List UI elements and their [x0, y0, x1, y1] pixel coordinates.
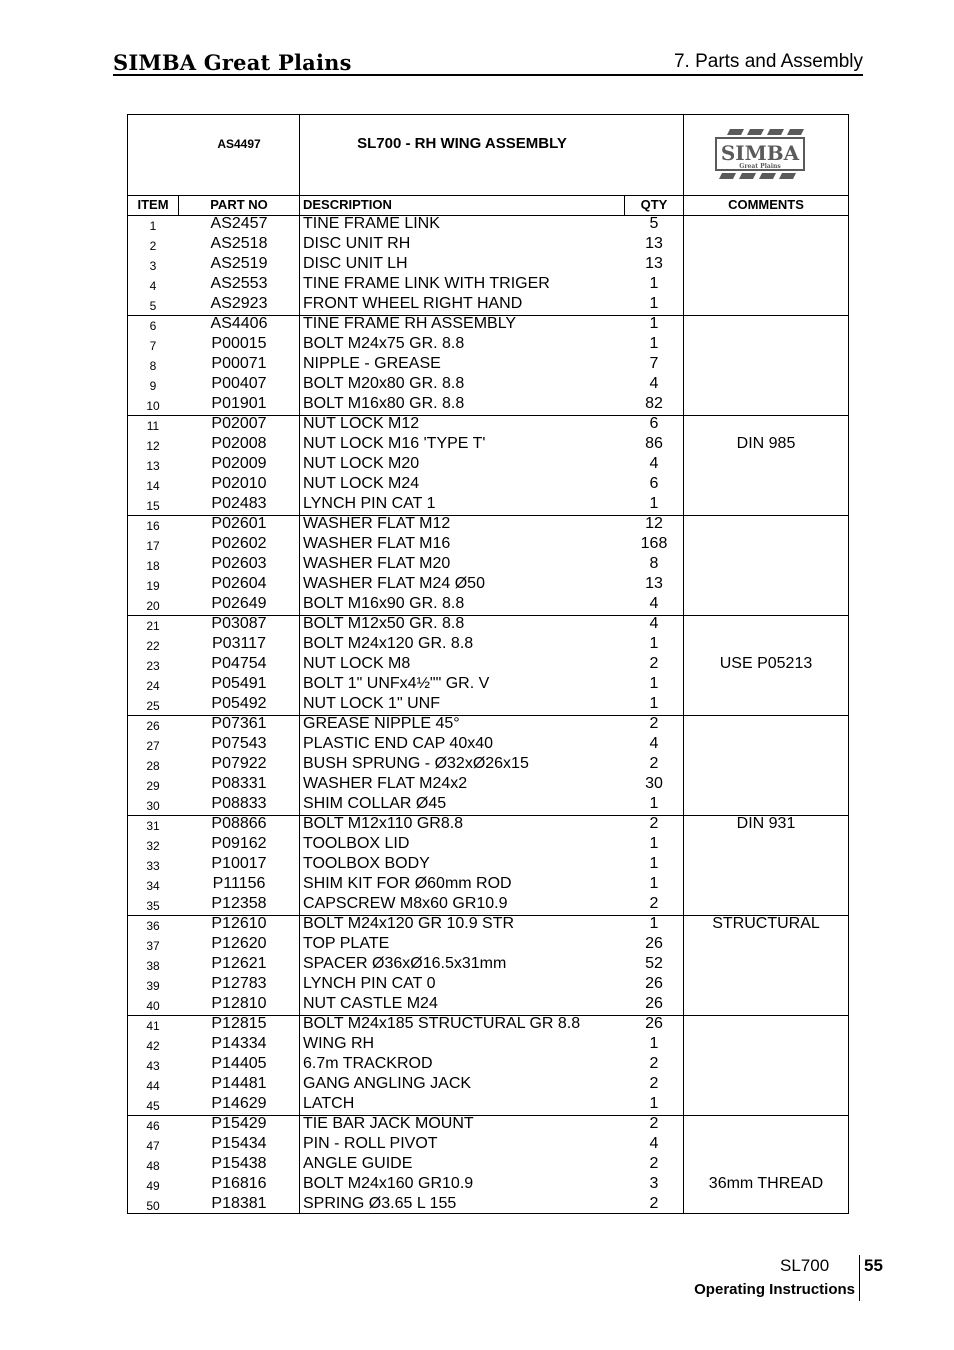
part-description: LYNCH PIN CAT 0: [303, 975, 436, 992]
quantity: 6: [649, 415, 659, 432]
part-number: P08331: [211, 775, 267, 792]
part-description: BOLT M20x80 GR. 8.8: [303, 375, 465, 392]
quantity: 5: [649, 215, 659, 232]
part-number: P08833: [211, 795, 267, 812]
table-row: [128, 1074, 848, 1094]
svg-text:Great Plains: Great Plains: [739, 163, 781, 170]
item-number: 8: [149, 359, 157, 373]
part-number: P14405: [211, 1055, 267, 1072]
item-number: 1: [149, 219, 157, 233]
item-number: 42: [146, 1039, 160, 1053]
quantity: 1: [649, 795, 659, 812]
quantity: 13: [645, 575, 663, 592]
item-number: 47: [146, 1139, 160, 1153]
part-description: NUT LOCK M24: [303, 475, 420, 492]
item-number: 32: [146, 839, 160, 853]
part-description: GREASE NIPPLE 45°: [303, 715, 460, 732]
table-row: [128, 974, 848, 994]
part-number: P15429: [211, 1115, 267, 1132]
quantity: 2: [649, 895, 659, 912]
table-row: [128, 654, 848, 674]
part-number: P14334: [211, 1035, 267, 1052]
part-number: P12783: [211, 975, 267, 992]
part-number: P00015: [211, 335, 267, 352]
item-number: 37: [146, 939, 160, 953]
part-number: P07361: [211, 715, 267, 732]
part-number: P00407: [211, 375, 267, 392]
table-row: [128, 754, 848, 774]
part-number: P05492: [211, 695, 267, 712]
item-number: 27: [146, 739, 160, 753]
part-description: NUT LOCK M8: [303, 655, 411, 672]
part-number: AS2457: [210, 215, 268, 232]
page-number: 55: [864, 1256, 883, 1275]
part-description: PIN - ROLL PIVOT: [303, 1135, 438, 1152]
quantity: 2: [649, 1115, 659, 1132]
item-number: 19: [146, 579, 160, 593]
item-number: 18: [146, 559, 160, 573]
part-number: P02601: [211, 515, 267, 532]
comment: USE P05213: [719, 655, 813, 672]
table-row: [128, 734, 848, 754]
part-description: SHIM KIT FOR Ø60mm ROD: [303, 875, 512, 892]
quantity: 26: [645, 975, 663, 992]
part-description: TINE FRAME LINK WITH TRIGER: [303, 275, 550, 292]
table-row: [128, 214, 848, 234]
part-number: P14481: [211, 1075, 267, 1092]
part-number: P07543: [211, 735, 267, 752]
part-number: P02483: [211, 495, 267, 512]
quantity: 1: [649, 835, 659, 852]
item-number: 24: [146, 679, 160, 693]
table-row: [128, 494, 848, 514]
quantity: 1: [649, 675, 659, 692]
assembly-number: AS4497: [217, 137, 261, 151]
quantity: 1: [649, 315, 659, 332]
table-row: [128, 354, 848, 374]
item-number: 20: [146, 599, 160, 613]
part-description: BOLT M24x120 GR 10.9 STR: [303, 915, 515, 932]
part-number: AS2518: [210, 235, 268, 252]
part-number: P15438: [211, 1155, 267, 1172]
part-description: WASHER FLAT M24x2: [303, 775, 468, 792]
item-number: 50: [146, 1199, 160, 1213]
table-row: [128, 274, 848, 294]
quantity: 1: [649, 275, 659, 292]
item-number: 45: [146, 1099, 160, 1113]
part-description: BOLT M12x110 GR8.8: [303, 815, 464, 832]
part-description: DISC UNIT LH: [303, 255, 408, 272]
part-number: P02007: [211, 415, 267, 432]
part-number: P12358: [211, 895, 267, 912]
quantity: 4: [649, 1135, 659, 1152]
part-description: NIPPLE - GREASE: [303, 355, 441, 372]
item-number: 6: [149, 319, 157, 333]
column-header-comments: COMMENTS: [728, 197, 804, 212]
table-row: [128, 294, 848, 314]
footer-model: SL700: [780, 1256, 830, 1275]
quantity: 2: [649, 1075, 659, 1092]
item-number: 44: [146, 1079, 160, 1093]
section-title: 7. Parts and Assembly: [673, 51, 863, 72]
quantity: 1: [649, 295, 659, 312]
part-description: BOLT M24x185 STRUCTURAL GR 8.8: [303, 1015, 581, 1032]
part-number: P00071: [211, 355, 267, 372]
item-number: 9: [149, 379, 157, 393]
table-row: [128, 774, 848, 794]
table-row: [128, 894, 848, 914]
item-number: 26: [146, 719, 160, 733]
item-number: 36: [146, 919, 160, 933]
quantity: 26: [645, 995, 663, 1012]
part-description: LATCH: [303, 1095, 355, 1112]
item-number: 13: [146, 459, 160, 473]
quantity: 1: [649, 855, 659, 872]
part-number: P04754: [211, 655, 267, 672]
part-number: P12621: [211, 955, 267, 972]
part-description: WASHER FLAT M24 Ø50: [303, 575, 485, 592]
quantity: 86: [645, 435, 663, 452]
table-row: [128, 1154, 848, 1174]
part-number: P02008: [211, 435, 267, 452]
item-number: 25: [146, 699, 160, 713]
quantity: 4: [649, 375, 659, 392]
quantity: 1: [649, 1035, 659, 1052]
quantity: 1: [649, 915, 659, 932]
item-number: 4: [149, 279, 157, 293]
item-number: 22: [146, 639, 160, 653]
part-description: TINE FRAME RH ASSEMBLY: [303, 315, 517, 332]
part-description: DISC UNIT RH: [303, 235, 411, 252]
table-row: [128, 874, 848, 894]
part-description: TOOLBOX LID: [303, 835, 410, 852]
part-number: P12810: [211, 995, 267, 1012]
quantity: 1: [649, 635, 659, 652]
item-number: 31: [146, 819, 160, 833]
item-number: 43: [146, 1059, 160, 1073]
part-number: P18381: [211, 1195, 267, 1212]
item-number: 41: [146, 1019, 160, 1033]
table-row: [128, 614, 848, 634]
quantity: 3: [649, 1175, 659, 1192]
part-number: P12620: [211, 935, 267, 952]
part-description: NUT LOCK M16 'TYPE T': [303, 435, 486, 452]
footer-divider: [859, 1255, 860, 1301]
part-number: AS4406: [210, 315, 268, 332]
svg-text:SIMBA: SIMBA: [720, 141, 800, 165]
part-description: 6.7m TRACKROD: [303, 1055, 433, 1072]
quantity: 13: [645, 255, 663, 272]
part-description: NUT LOCK M20: [303, 455, 420, 472]
item-number: 30: [146, 799, 160, 813]
table-row: [128, 1054, 848, 1074]
quantity: 7: [649, 355, 659, 372]
part-description: TINE FRAME LINK: [303, 215, 440, 232]
part-number: P10017: [211, 855, 267, 872]
item-number: 29: [146, 779, 160, 793]
quantity: 4: [649, 595, 659, 612]
item-number: 40: [146, 999, 160, 1013]
table-row: [128, 914, 848, 934]
comment: DIN 985: [736, 435, 796, 452]
item-number: 11: [146, 419, 160, 433]
table-row: [128, 1174, 848, 1194]
part-number: P01901: [211, 395, 267, 412]
item-number: 38: [146, 959, 160, 973]
part-number: AS2553: [210, 275, 268, 292]
part-number: P02010: [211, 475, 267, 492]
item-number: 5: [149, 299, 157, 313]
part-number: AS2923: [210, 295, 268, 312]
part-number: P02009: [211, 455, 267, 472]
row-divider: [128, 195, 848, 196]
table-row: [128, 814, 848, 834]
part-description: TIE BAR JACK MOUNT: [303, 1115, 474, 1132]
table-row: [128, 314, 848, 334]
parts-table: [127, 114, 849, 1214]
table-row: [128, 694, 848, 714]
part-description: NUT LOCK M12: [303, 415, 420, 432]
quantity: 6: [649, 475, 659, 492]
part-description: BOLT M24x120 GR. 8.8: [303, 635, 474, 652]
part-description: BOLT M16x80 GR. 8.8: [303, 395, 465, 412]
quantity: 2: [649, 1155, 659, 1172]
quantity: 2: [649, 655, 659, 672]
item-number: 2: [149, 239, 157, 253]
part-description: SPRING Ø3.65 L 155: [303, 1195, 457, 1212]
quantity: 2: [649, 1195, 659, 1212]
table-row: [128, 434, 848, 454]
table-row: [128, 1014, 848, 1034]
part-description: BOLT M16x90 GR. 8.8: [303, 595, 465, 612]
column-header-qty: QTY: [640, 197, 668, 212]
table-row: [128, 794, 848, 814]
table-row: [128, 534, 848, 554]
quantity: 1: [649, 495, 659, 512]
part-description: FRONT WHEEL RIGHT HAND: [303, 295, 523, 312]
simba-logo: [714, 127, 806, 183]
part-number: P07922: [211, 755, 267, 772]
table-row: [128, 554, 848, 574]
item-number: 34: [146, 879, 160, 893]
table-row: [128, 674, 848, 694]
table-row: [128, 994, 848, 1014]
quantity: 82: [645, 395, 663, 412]
quantity: 52: [645, 955, 663, 972]
part-number: P08866: [211, 815, 267, 832]
part-description: TOOLBOX BODY: [303, 855, 430, 872]
quantity: 2: [649, 715, 659, 732]
table-row: [128, 634, 848, 654]
table-row: [128, 594, 848, 614]
part-number: P12815: [211, 1015, 267, 1032]
part-description: BOLT M12x50 GR. 8.8: [303, 615, 465, 632]
part-description: WASHER FLAT M16: [303, 535, 451, 552]
quantity: 26: [645, 935, 663, 952]
part-number: P03117: [212, 635, 266, 652]
table-row: [128, 954, 848, 974]
part-description: WING RH: [303, 1035, 375, 1052]
item-number: 28: [146, 759, 160, 773]
item-number: 33: [146, 859, 160, 873]
part-number: P15434: [211, 1135, 267, 1152]
part-description: WASHER FLAT M12: [303, 515, 451, 532]
table-row: [128, 334, 848, 354]
table-row: [128, 454, 848, 474]
part-number: P11156: [212, 875, 266, 892]
item-number: 14: [146, 479, 160, 493]
part-description: NUT LOCK 1" UNF: [303, 695, 440, 712]
footer-subtitle: Operating Instructions: [694, 1281, 855, 1298]
quantity: 2: [649, 815, 659, 832]
part-number: P14629: [211, 1095, 267, 1112]
brand-logo-text: SIMBA Great Plains: [113, 50, 352, 75]
quantity: 2: [649, 1055, 659, 1072]
column-header-description: DESCRIPTION: [303, 197, 392, 212]
table-row: [128, 514, 848, 534]
table-row: [128, 1094, 848, 1114]
item-number: 12: [146, 439, 160, 453]
item-number: 46: [146, 1119, 160, 1133]
part-number: P02604: [211, 575, 267, 592]
table-row: [128, 394, 848, 414]
table-row: [128, 574, 848, 594]
table-row: [128, 234, 848, 254]
quantity: 4: [649, 735, 659, 752]
table-row: [128, 834, 848, 854]
assembly-title: SL700 - RH WING ASSEMBLY: [357, 135, 567, 152]
part-description: BUSH SPRUNG - Ø32xØ26x15: [303, 755, 529, 772]
part-number: P09162: [211, 835, 267, 852]
quantity: 30: [645, 775, 663, 792]
quantity: 12: [645, 515, 663, 532]
quantity: 26: [645, 1015, 663, 1032]
part-description: CAPSCREW M8x60 GR10.9: [303, 895, 508, 912]
quantity: 168: [640, 535, 668, 552]
part-description: BOLT 1" UNFx4½"" GR. V: [303, 675, 490, 692]
item-number: 10: [146, 399, 160, 413]
table-row: [128, 1194, 848, 1214]
quantity: 4: [649, 615, 659, 632]
part-number: P02649: [211, 595, 267, 612]
item-number: 3: [149, 259, 157, 273]
part-description: NUT CASTLE M24: [303, 995, 438, 1012]
item-number: 21: [146, 619, 160, 633]
table-row: [128, 854, 848, 874]
part-description: LYNCH PIN CAT 1: [303, 495, 436, 512]
part-description: WASHER FLAT M20: [303, 555, 451, 572]
table-row: [128, 374, 848, 394]
item-number: 15: [146, 499, 160, 513]
quantity: 1: [649, 1095, 659, 1112]
table-row: [128, 1134, 848, 1154]
item-number: 49: [146, 1179, 160, 1193]
quantity: 1: [649, 695, 659, 712]
part-description: TOP PLATE: [303, 935, 390, 952]
header-rule: [113, 74, 863, 76]
part-description: BOLT M24x160 GR10.9: [303, 1175, 474, 1192]
part-number: P02602: [211, 535, 267, 552]
part-number: AS2519: [210, 255, 268, 272]
table-row: [128, 414, 848, 434]
table-row: [128, 714, 848, 734]
quantity: 8: [649, 555, 659, 572]
quantity: 1: [649, 875, 659, 892]
part-description: SPACER Ø36xØ16.5x31mm: [303, 955, 507, 972]
item-number: 16: [146, 519, 160, 533]
table-row: [128, 474, 848, 494]
quantity: 4: [649, 455, 659, 472]
quantity: 13: [645, 235, 663, 252]
part-description: PLASTIC END CAP 40x40: [303, 735, 494, 752]
item-number: 17: [146, 539, 160, 553]
part-description: GANG ANGLING JACK: [303, 1075, 472, 1092]
comment: STRUCTURAL: [712, 915, 820, 932]
item-number: 23: [146, 659, 160, 673]
part-description: BOLT M24x75 GR. 8.8: [303, 335, 465, 352]
part-description: ANGLE GUIDE: [303, 1155, 413, 1172]
comment: DIN 931: [736, 815, 796, 832]
column-header-part-no: PART NO: [210, 197, 268, 212]
table-row: [128, 934, 848, 954]
part-number: P03087: [211, 615, 267, 632]
part-number: P16816: [211, 1175, 267, 1192]
part-description: SHIM COLLAR Ø45: [303, 795, 447, 812]
item-number: 39: [146, 979, 160, 993]
column-header-item: ITEM: [137, 197, 169, 212]
table-row: [128, 1034, 848, 1054]
part-number: P05491: [211, 675, 267, 692]
quantity: 1: [649, 335, 659, 352]
part-number: P02603: [211, 555, 267, 572]
quantity: 2: [649, 755, 659, 772]
part-number: P12610: [211, 915, 267, 932]
item-number: 48: [146, 1159, 160, 1173]
table-row: [128, 1114, 848, 1134]
comment: 36mm THREAD: [708, 1175, 824, 1192]
item-number: 7: [149, 339, 157, 353]
item-number: 35: [146, 899, 160, 913]
table-row: [128, 254, 848, 274]
